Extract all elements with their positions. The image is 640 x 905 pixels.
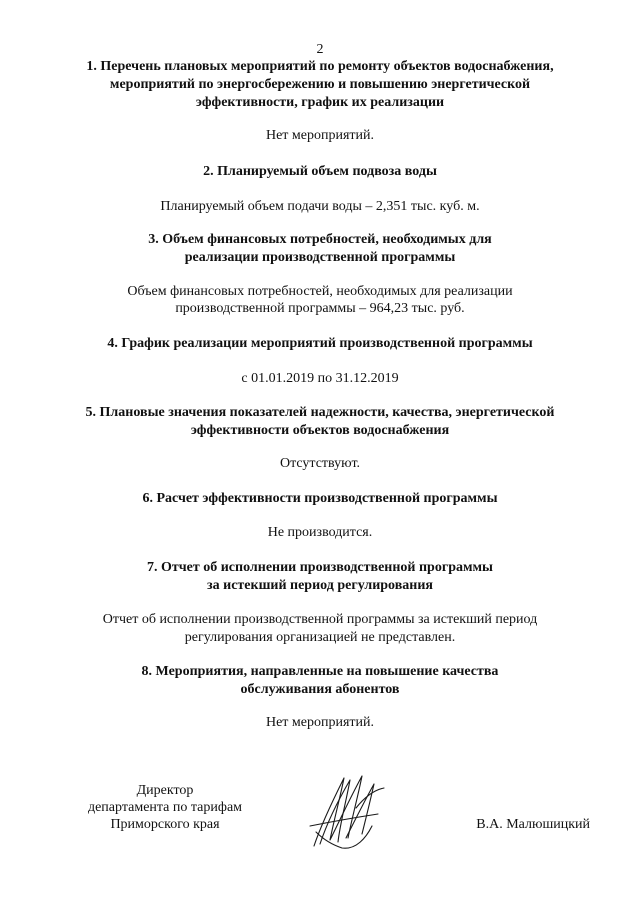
section-3-text-line-2: производственной программы – 964,23 тыс. руб. (175, 301, 465, 316)
section-1-heading-line-1: 1. Перечень плановых мероприятий по ремонту объектов водоснабжения, (86, 59, 554, 74)
section-8-heading-line-2: обслуживания абонентов (240, 682, 400, 697)
section-3-heading-line-1: 3. Объем финансовых потребностей, необходимых для (148, 232, 492, 247)
section-3-heading-line-2: реализации производственной программы (184, 250, 456, 265)
signatory-title-line-2: департамента по тарифам (87, 800, 243, 815)
page-number: 2 (316, 42, 324, 57)
section-1-heading-line-3: эффективности, график их реализации (195, 95, 445, 110)
section-7-heading-line-2: за истекший период регулирования (207, 578, 433, 593)
section-4-heading: 4. График реализации мероприятий производственной программы (107, 336, 533, 351)
section-4-text: с 01.01.2019 по 31.12.2019 (241, 371, 399, 386)
section-7-text-line-2: регулирования организацией не представлен. (184, 630, 456, 645)
handwritten-signature (300, 768, 390, 853)
section-5-text: Отсутствуют. (279, 456, 361, 471)
section-8-heading-line-1: 8. Мероприятия, направленные на повышение качества (141, 664, 499, 679)
section-7-text-line-1: Отчет об исполнении производственной программы за истекший период (102, 612, 538, 627)
section-1-text: Нет мероприятий. (265, 128, 375, 143)
section-3-text-line-1: Объем финансовых потребностей, необходимых для реализации (127, 284, 513, 299)
section-2-heading: 2. Планируемый объем подвоза воды (203, 164, 437, 179)
signatory-title-line-3: Приморского края (110, 817, 220, 832)
signatory-name: В.А. Малюшицкий (476, 817, 590, 832)
section-1-heading-line-2: мероприятий по энергосбережению и повышению энергетической (109, 77, 531, 92)
section-5-heading-line-1: 5. Плановые значения показателей надежности, качества, энергетической (85, 405, 555, 420)
section-7-heading-line-1: 7. Отчет об исполнении производственной программы (146, 560, 493, 575)
section-2-text: Планируемый объем подачи воды – 2,351 тыс. куб. м. (160, 199, 480, 214)
section-8-text: Нет мероприятий. (265, 715, 375, 730)
section-6-heading: 6. Расчет эффективности производственной программы (142, 491, 498, 506)
section-5-heading-line-2: эффективности объектов водоснабжения (190, 423, 450, 438)
signatory-title-line-1: Директор (136, 783, 194, 798)
section-6-text: Не производится. (267, 525, 373, 540)
